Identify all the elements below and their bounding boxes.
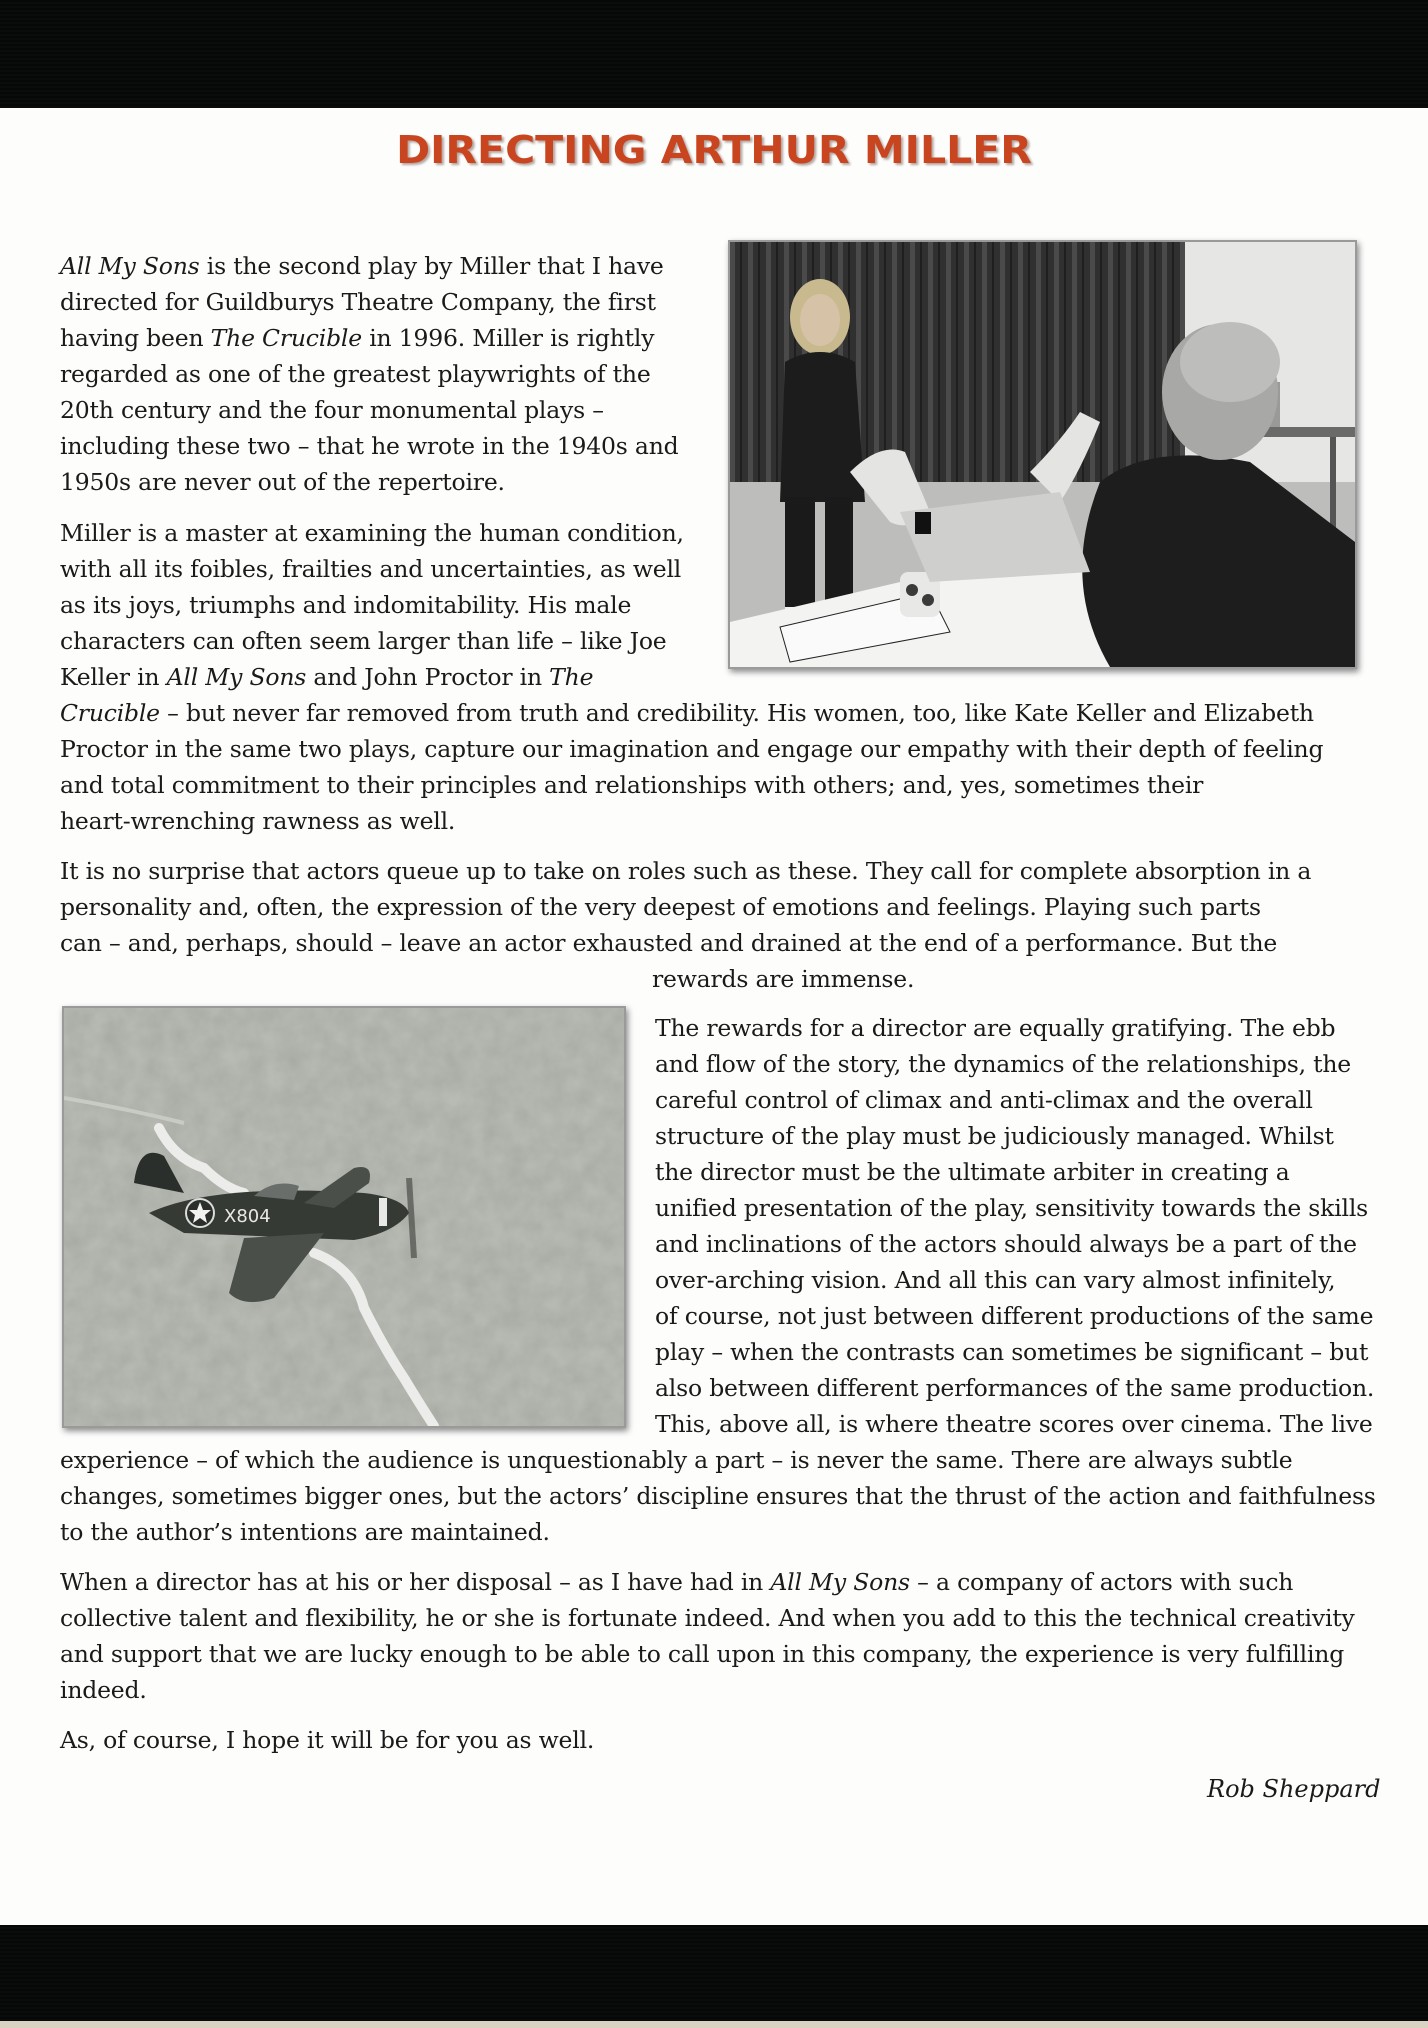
text-run: – a company of actors with such <box>909 1568 1294 1596</box>
article-line <box>60 889 1261 925</box>
article-line <box>655 1082 1313 1118</box>
text-run: – but never far removed from truth and credibility. His women, too, like Kate Keller and Elizabeth <box>159 699 1314 727</box>
article-line <box>655 1154 1290 1190</box>
article-line <box>60 853 1311 889</box>
text-run: The rewards for a director are equally gratifying. The ebb <box>655 1014 1336 1042</box>
text-run: 20th century and the four monumental plays – <box>60 396 604 424</box>
article-line <box>655 1046 1351 1082</box>
text-run: When a director has at his or her disposal – as I have had in <box>60 1568 771 1596</box>
article-line <box>655 1010 1335 1046</box>
article-line <box>60 284 656 320</box>
text-run: including these two – that he wrote in the 1940s and <box>60 432 679 460</box>
text-run: and John Proctor in <box>306 663 550 691</box>
article-line <box>60 515 684 551</box>
text-run: experience – of which the audience is unquestionably a part – is never the same. There are always subtle <box>60 1446 1293 1474</box>
article-line <box>60 1722 594 1758</box>
article-line <box>655 1262 1335 1298</box>
rehearsal-photo <box>728 240 1357 669</box>
text-run: characters can often seem larger than life – like Joe <box>60 627 667 655</box>
text-run: heart-wrenching rawness as well. <box>60 807 456 835</box>
text-run: can – and, perhaps, should – leave an actor exhausted and drained at the end of a performance. But the <box>60 929 1278 957</box>
article-line <box>60 803 455 839</box>
plane-photo-illustration <box>64 1008 624 1426</box>
plane-photo <box>62 1006 626 1428</box>
article-line <box>60 428 679 464</box>
play-title-italic: All My Sons <box>770 1568 910 1596</box>
text-run: regarded as one of the greatest playwrights of the <box>60 360 651 388</box>
article-line <box>60 659 593 695</box>
article-line <box>60 248 664 284</box>
header-band <box>0 0 1428 108</box>
text-run: also between different performances of the same production. <box>655 1374 1375 1402</box>
text-run: Proctor in the same two plays, capture our imagination and engage our empathy with their depth of feeling <box>60 735 1324 763</box>
play-title-italic: All My Sons <box>60 252 200 280</box>
text-run: as its joys, triumphs and indomitability. His male <box>60 591 632 619</box>
text-run: Keller in <box>60 663 167 691</box>
article-line <box>655 1334 1368 1370</box>
text-run: It is no surprise that actors queue up to take on roles such as these. They call for complete absorption in a <box>60 857 1312 885</box>
article-line <box>60 464 505 500</box>
article-line <box>60 392 604 428</box>
article-line <box>60 731 1323 767</box>
text-run: the director must be the ultimate arbiter in creating a <box>655 1158 1290 1186</box>
article-line <box>60 1478 1376 1514</box>
text-run: with all its foibles, frailties and uncertainties, as well <box>60 555 682 583</box>
article-line <box>60 767 1203 803</box>
play-title-italic: The <box>549 663 594 691</box>
article-line <box>60 1442 1293 1478</box>
article-line <box>60 1564 1293 1600</box>
text-run: personality and, often, the expression of the very deepest of emotions and feelings. Playing such parts <box>60 893 1261 921</box>
article-line <box>655 1370 1374 1406</box>
footer-band <box>0 1925 1428 2021</box>
article-line <box>655 1118 1334 1154</box>
article-line <box>655 1406 1373 1442</box>
article-line <box>60 356 651 392</box>
article-line <box>60 587 631 623</box>
article-line <box>60 320 654 356</box>
author-signature: Rob Sheppard <box>1207 1775 1381 1803</box>
text-run: indeed. <box>60 1676 147 1704</box>
text-run: changes, sometimes bigger ones, but the actors’ discipline ensures that the thrust of the action and faithfulness <box>60 1482 1376 1510</box>
page-title: DIRECTING ARTHUR MILLER <box>396 128 1032 172</box>
rehearsal-photo-illustration <box>730 242 1355 667</box>
text-run: and inclinations of the actors should always be a part of the <box>655 1230 1357 1258</box>
text-run: structure of the play must be judiciously managed. Whilst <box>655 1122 1334 1150</box>
text-run: of course, not just between different productions of the same <box>655 1302 1374 1330</box>
article-line <box>60 1636 1344 1672</box>
text-run: As, of course, I hope it will be for you as well. <box>60 1726 595 1754</box>
article-line <box>60 1672 147 1708</box>
text-run: and flow of the story, the dynamics of the relationships, the <box>655 1050 1351 1078</box>
text-run: rewards are immense. <box>652 965 915 993</box>
page-edge <box>0 2021 1428 2028</box>
text-run: unified presentation of the play, sensitivity towards the skills <box>655 1194 1369 1222</box>
article-line <box>60 623 667 659</box>
article-line <box>655 1190 1368 1226</box>
article-line <box>655 1226 1357 1262</box>
play-title-italic: All My Sons <box>166 663 307 691</box>
article-line <box>60 1514 550 1550</box>
article-line <box>655 1298 1373 1334</box>
text-run: in 1996. Miller is rightly <box>361 324 655 352</box>
text-run: collective talent and flexibility, he or she is fortunate indeed. And when you add to this the technical creativity <box>60 1604 1355 1632</box>
text-run: directed for Guildburys Theatre Company, the first <box>60 288 656 316</box>
text-run: play – when the contrasts can sometimes be significant – but <box>655 1338 1369 1366</box>
text-run: careful control of climax and anti-climax and the overall <box>655 1086 1313 1114</box>
article-line <box>60 695 1314 731</box>
plane-marking: X804 <box>224 1206 271 1227</box>
text-run: and total commitment to their principles and relationships with others; and, yes, sometimes their <box>60 771 1204 799</box>
text-run: over-arching vision. And all this can vary almost infinitely, <box>655 1266 1336 1294</box>
text-run: to the author’s intentions are maintained. <box>60 1518 550 1546</box>
play-title-italic: The Crucible <box>210 324 362 352</box>
text-run: is the second play by Miller that I have <box>199 252 664 280</box>
article-line <box>652 961 914 997</box>
article-line <box>60 551 681 587</box>
article-line <box>60 1600 1355 1636</box>
play-title-italic: Crucible <box>60 699 160 727</box>
article-line <box>60 925 1277 961</box>
text-run: 1950s are never out of the repertoire. <box>60 468 505 496</box>
text-run: having been <box>60 324 211 352</box>
text-run: This, above all, is where theatre scores over cinema. The live <box>655 1410 1373 1438</box>
text-run: Miller is a master at examining the human condition, <box>60 519 684 547</box>
text-run: and support that we are lucky enough to be able to call upon in this company, the experience is very fulfilling <box>60 1640 1345 1668</box>
